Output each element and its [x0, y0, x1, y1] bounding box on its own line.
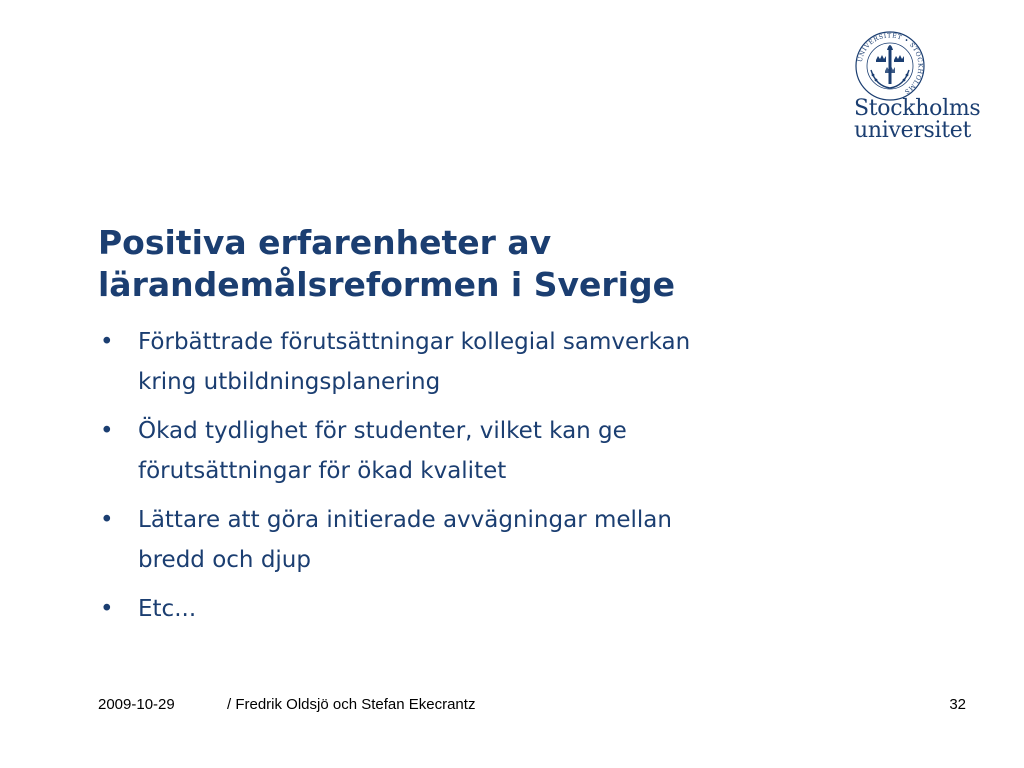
footer-page-number: 32 [949, 696, 966, 713]
logo-line-1: Stockholms [854, 96, 981, 121]
university-logo [852, 30, 992, 145]
bullet-list [98, 322, 838, 638]
title-line-1: Positiva erfarenheter av [98, 223, 552, 262]
university-seal-icon [854, 30, 926, 102]
title-line-2: lärandemålsreformen i Sverige [98, 265, 675, 304]
bullet-item [98, 589, 838, 629]
bullet-icon: • [100, 329, 114, 355]
bullet-item [98, 500, 838, 580]
bullet-text-line: kring utbildningsplanering [138, 369, 441, 395]
footer-author: / Fredrik Oldsjö och Stefan Ekecrantz [227, 696, 476, 713]
slide-title [98, 222, 858, 306]
bullet-text-line: Förbättrade förutsättningar kollegial samverkan [138, 329, 691, 355]
bullet-text-line: Etc... [138, 596, 197, 622]
bullet-text-line: bredd och djup [138, 547, 311, 573]
logo-wordmark [854, 98, 980, 142]
bullet-text-line: Lättare att göra initierade avvägningar mellan [138, 507, 672, 533]
bullet-item [98, 411, 838, 491]
bullet-item [98, 322, 838, 402]
bullet-icon: • [100, 507, 114, 533]
svg-text:UNIVERSITET • STOCKHOLMS: UNIVERSITET • STOCKHOLMS [856, 32, 924, 96]
bullet-text-line: Ökad tydlighet för studenter, vilket kan ge [138, 418, 627, 444]
bullet-icon: • [100, 418, 114, 444]
bullet-icon: • [100, 596, 114, 622]
logo-line-2: universitet [854, 118, 972, 143]
bullet-text-line: förutsättningar för ökad kvalitet [138, 458, 507, 484]
footer-date: 2009-10-29 [98, 696, 175, 713]
